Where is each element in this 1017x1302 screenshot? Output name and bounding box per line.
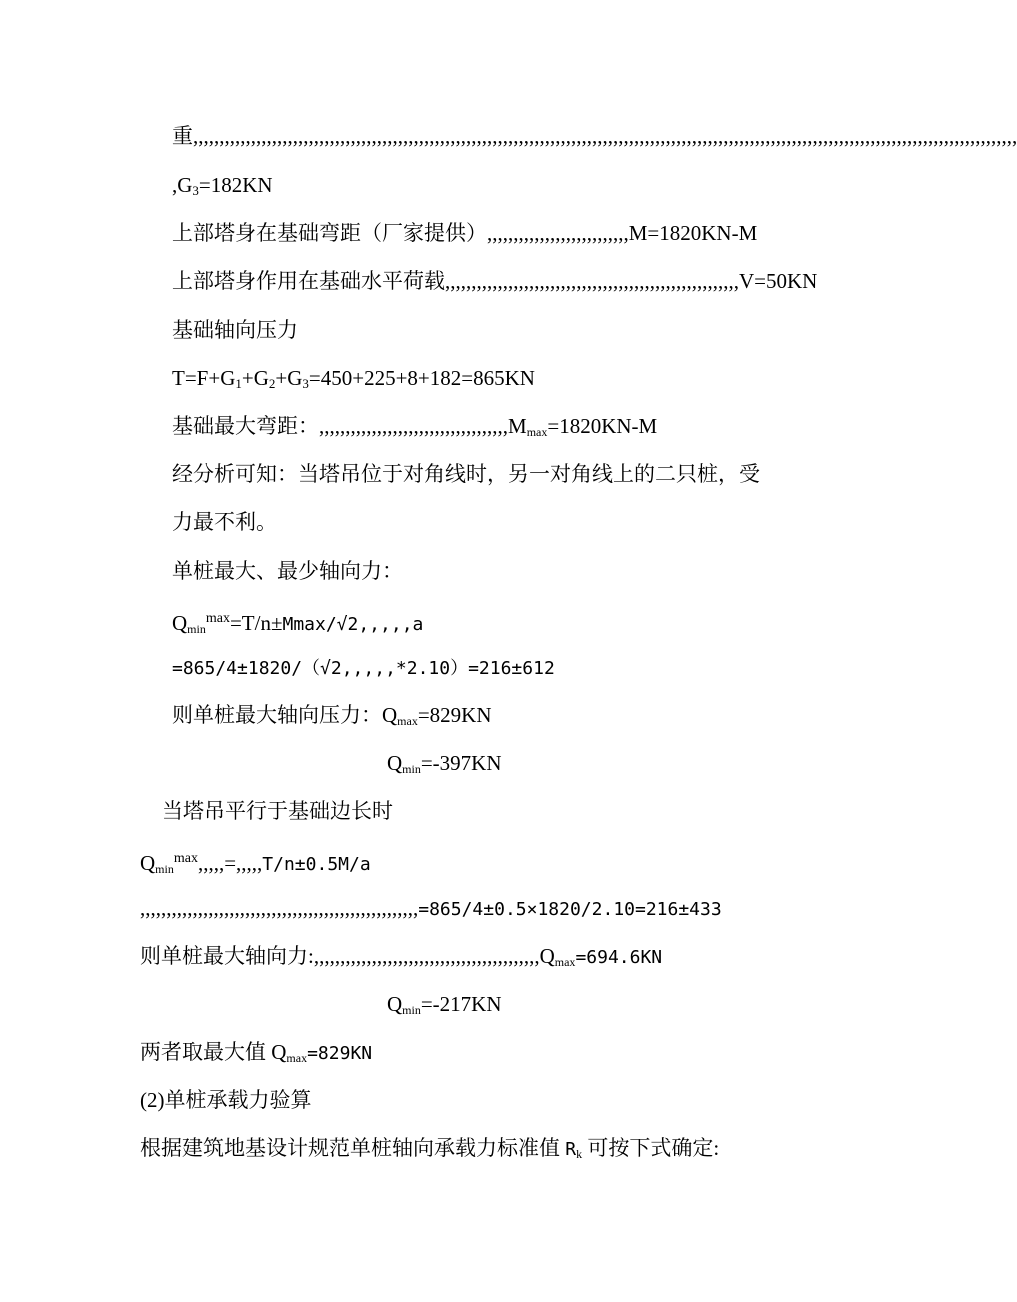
line-section-heading xyxy=(140,1086,312,1114)
subscript: max xyxy=(554,955,576,969)
leader-dots: ,,,,,,,,,,,,,,,,,,,,,,,,,,,,,,,,,,,,,,,,,,, xyxy=(313,944,540,968)
subscript: k xyxy=(576,1147,583,1161)
text: =182KN xyxy=(198,173,273,197)
subscript: 2 xyxy=(268,376,276,391)
subscript: 3 xyxy=(192,183,199,198)
leader-dots: ,,,,,,,,,,,,,,,,,,,,,,,,,,, xyxy=(487,221,629,245)
line-q-calc-parallel xyxy=(140,894,722,924)
line-qmax-parallel xyxy=(140,942,662,976)
line-q-formula-diagonal xyxy=(172,605,423,643)
leader-dots: ,,,,,,,,,,,,,,,,,,,,,,,,,,,,,,,,,,,,,,,,,,,,,,,,,,,,,,,,,,,,,,,,,,,,,,,,,,,,,,,,,,,,,,,,,,,,,,,,,,,,,,,,,,,,,,,,,,,,,,,,,,,,,,,,,,,,,,,,,,,,,,,,,,,,,,,,,,,,, xyxy=(193,124,1017,148)
superscript: max xyxy=(205,611,230,626)
text: 力最不利。 xyxy=(172,510,277,534)
value: V=50KN xyxy=(739,269,818,293)
line-max-moment xyxy=(172,412,657,446)
text: =1820KN-M xyxy=(547,414,658,438)
subscript: 3 xyxy=(302,376,309,391)
subscript: max xyxy=(286,1051,308,1065)
subscript: max xyxy=(526,425,548,439)
line-qmin-diagonal xyxy=(387,749,502,783)
text: 可按下式确定: xyxy=(582,1136,720,1160)
formula: T/n±0.5M/a xyxy=(262,854,371,875)
text: Q xyxy=(271,1040,287,1064)
line-qmax-diagonal xyxy=(172,701,492,735)
text: 重 xyxy=(172,124,193,148)
subscript: max xyxy=(397,714,418,728)
text: ,G xyxy=(172,173,193,197)
text: Q xyxy=(172,611,188,635)
value: =829KN xyxy=(307,1043,373,1064)
line-max-value xyxy=(140,1038,372,1072)
line-qmin-parallel xyxy=(387,990,502,1024)
line-parallel-heading xyxy=(162,797,393,825)
subscript: 1 xyxy=(235,376,242,391)
leader-dots: ,,,,,=,,,,, xyxy=(197,851,263,875)
text: =T/n± xyxy=(229,611,283,635)
subscript: min xyxy=(155,862,174,876)
line-code-reference xyxy=(140,1134,719,1168)
formula: =865/4±0.5×1820/2.10=216±433 xyxy=(418,899,722,920)
text: 基础最大弯距： xyxy=(172,414,319,438)
text: =450+225+8+182=865KN xyxy=(308,366,535,390)
section-title: (2)单桩承载力验算 xyxy=(140,1088,312,1112)
subscript: min xyxy=(402,1003,421,1017)
text: Q xyxy=(387,992,403,1016)
text: +G xyxy=(241,366,269,390)
line-moment xyxy=(172,219,757,247)
text: Q xyxy=(140,851,156,875)
text: 根据建筑地基设计规范单桩轴向承载力标准值 xyxy=(140,1136,566,1160)
line-analysis-cont xyxy=(172,508,277,536)
text: M xyxy=(508,414,527,438)
value: =-217KN xyxy=(420,992,502,1016)
line-self-weight xyxy=(172,122,1017,150)
text: Q xyxy=(387,751,403,775)
text: 经分析可知：当塔吊位于对角线时，另一对角线上的二只桩，受 xyxy=(172,462,760,486)
line-horizontal-load xyxy=(172,267,817,295)
text: 上部塔身作用在基础水平荷载 xyxy=(172,269,445,293)
text: Q xyxy=(382,703,398,727)
text: 基础轴向压力 xyxy=(172,318,298,342)
line-axial-heading xyxy=(172,316,298,344)
leader-dots: ,,,,,,,,,,,,,,,,,,,,,,,,,,,,,,,,,,,,,,,,,,,,,,,,,,,,, xyxy=(140,896,419,920)
line-q-formula-parallel xyxy=(140,845,371,883)
text: 上部塔身在基础弯距（厂家提供） xyxy=(172,221,487,245)
subscript: min xyxy=(402,762,421,776)
value: M=1820KN-M xyxy=(628,221,758,245)
text: 单桩最大、最少轴向力： xyxy=(172,559,403,583)
value: =829KN xyxy=(417,703,492,727)
value: =-397KN xyxy=(420,751,502,775)
text: 则单桩最大轴向力: xyxy=(140,944,314,968)
text: Q xyxy=(539,944,555,968)
text: 则单桩最大轴向压力： xyxy=(172,703,382,727)
line-single-pile-heading xyxy=(172,557,403,585)
text: T=F+G xyxy=(172,366,236,390)
formula: =865/4±1820/（√2,,,,,*2.10）=216±612 xyxy=(172,658,555,679)
text: 当塔吊平行于基础边长时 xyxy=(162,799,393,823)
value: =694.6KN xyxy=(575,947,663,968)
leader-dots: ,,,,,,,,,,,,,,,,,,,,,,,,,,,,,,,,,,,,,,,,,,,,,,,,,,,,,,,, xyxy=(445,269,739,293)
line-q-calc-diagonal xyxy=(172,653,555,683)
line-g3 xyxy=(172,171,273,205)
superscript: max xyxy=(173,851,198,866)
leader-dots: ,,,,,,,,,,,,,,,,,,,,,,,,,,,,,,,,,,,, xyxy=(319,414,508,438)
line-analysis xyxy=(172,460,760,488)
subscript: min xyxy=(187,622,206,636)
symbol: R xyxy=(565,1139,577,1160)
text: +G xyxy=(275,366,303,390)
line-axial-formula xyxy=(172,364,535,398)
text: 两者取最大值 xyxy=(140,1040,272,1064)
formula: Mmax/√2,,,,,a xyxy=(282,614,424,635)
